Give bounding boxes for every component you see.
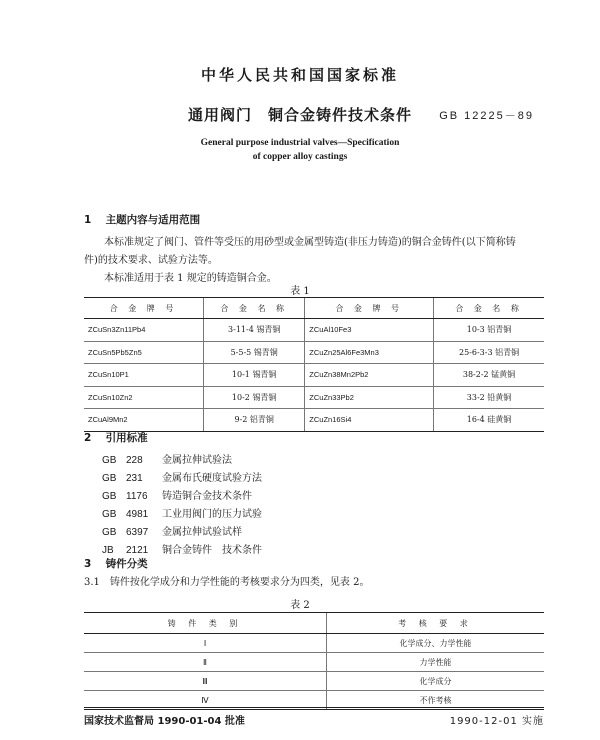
standard-organization: 中华人民共和国国家标准 bbox=[200, 66, 399, 84]
reference-item bbox=[102, 506, 262, 524]
reference-name: 工业用阀门的压力试验 bbox=[162, 509, 262, 520]
document-title: 通用阀门 铜合金铸件技术条件 bbox=[187, 106, 412, 124]
reference-standards-list bbox=[102, 452, 262, 560]
alloy-grade: ZCuSn10P1 bbox=[84, 364, 204, 387]
table-row bbox=[84, 364, 544, 387]
reference-type: GB bbox=[102, 527, 117, 538]
table-header-cell: 考 核 要 求 bbox=[327, 613, 545, 634]
section-1-heading bbox=[84, 212, 200, 227]
section-1-title: 主题内容与适用范围 bbox=[105, 214, 201, 226]
alloy-grade: ZCuAl9Mn2 bbox=[84, 409, 204, 432]
section-3-title: 铸件分类 bbox=[105, 558, 148, 570]
paragraph-line: 本标准规定了阀门、管件等受压的用砂型或金属型铸造(非压力铸造)的铜合金铸件(以下简称铸 bbox=[104, 237, 516, 248]
inspection-requirement: 力学性能 bbox=[327, 653, 545, 672]
title-row bbox=[0, 104, 600, 128]
paragraph-line: 件)的技术要求、试验方法等。 bbox=[84, 255, 218, 266]
alloy-name: 10-2 锡青铜 bbox=[204, 386, 305, 409]
reference-number: 1176 bbox=[126, 491, 148, 502]
alloy-grade: ZCuZn25Al6Fe3Mn3 bbox=[305, 341, 434, 364]
alloy-name: 16-4 硅黄铜 bbox=[434, 409, 544, 432]
reference-number: 228 bbox=[126, 455, 143, 466]
approval-statement: 国家技术监督局 1990-01-04 批准 bbox=[84, 716, 245, 727]
section-2-number: 2 bbox=[84, 432, 92, 444]
section-2-heading bbox=[84, 430, 148, 445]
alloy-name: 38-2-2 锰黄铜 bbox=[434, 364, 544, 387]
alloy-grade: ZCuZn33Pb2 bbox=[305, 386, 434, 409]
table-header-cell: 合 金 名 称 bbox=[204, 298, 305, 319]
table-1 bbox=[84, 297, 544, 432]
alloy-name: 33-2 铅黄铜 bbox=[434, 386, 544, 409]
alloy-name: 9-2 铝青铜 bbox=[204, 409, 305, 432]
inspection-requirement: 化学成分、力学性能 bbox=[327, 634, 545, 653]
table-row bbox=[84, 319, 544, 342]
section-3-number: 3 bbox=[84, 558, 92, 570]
alloy-name: 10-1 锡青铜 bbox=[204, 364, 305, 387]
reference-item bbox=[102, 488, 262, 506]
table-header-row bbox=[84, 613, 544, 634]
reference-item bbox=[102, 452, 262, 470]
reference-number: 4981 bbox=[126, 509, 149, 520]
alloy-grade: ZCuAl10Fe3 bbox=[305, 319, 434, 342]
table-row bbox=[84, 341, 544, 364]
alloy-grade: ZCuSn10Zn2 bbox=[84, 386, 204, 409]
table-row bbox=[84, 386, 544, 409]
reference-name: 金属拉伸试验法 bbox=[162, 455, 232, 466]
table-row bbox=[84, 672, 544, 691]
reference-type: GB bbox=[102, 473, 117, 484]
alloy-grade: ZCuZn38Mn2Pb2 bbox=[305, 364, 434, 387]
alloy-name: 3-11-4 锡青铜 bbox=[204, 319, 305, 342]
alloy-name: 10-3 铝青铜 bbox=[434, 319, 544, 342]
inspection-requirement: 不作考核 bbox=[327, 691, 545, 710]
casting-category: Ⅰ bbox=[84, 634, 327, 653]
inspection-requirement: 化学成分 bbox=[327, 672, 545, 691]
section-1-number: 1 bbox=[84, 214, 92, 226]
table-header-cell: 合 金 名 称 bbox=[434, 298, 544, 319]
table-2 bbox=[84, 612, 544, 710]
alloy-name: 5-5-5 锡青铜 bbox=[204, 341, 305, 364]
section-1-paragraph bbox=[84, 234, 544, 288]
english-title bbox=[0, 136, 600, 164]
paragraph-line: 本标准适用于表 1 规定的铸造铜合金。 bbox=[104, 273, 277, 284]
reference-item bbox=[102, 524, 262, 542]
alloy-grade: ZCuZn16Si4 bbox=[305, 409, 434, 432]
footer-divider bbox=[84, 707, 544, 708]
section-3-paragraph: 3.1 铸件按化学成分和力学性能的考核要求分为四类，见表 2。 bbox=[84, 577, 370, 588]
reference-name: 金属拉伸试验试样 bbox=[162, 527, 242, 538]
table-1-caption: 表 1 bbox=[290, 286, 310, 297]
reference-item bbox=[102, 470, 262, 488]
reference-number: 2121 bbox=[126, 545, 149, 556]
english-title-line-1: General purpose industrial valves—Specification bbox=[200, 138, 400, 148]
reference-number: 6397 bbox=[126, 527, 149, 538]
reference-type: GB bbox=[102, 455, 117, 466]
table-header-cell: 合 金 牌 号 bbox=[84, 298, 204, 319]
alloy-name: 25-6-3-3 铝青铜 bbox=[434, 341, 544, 364]
casting-category: Ⅳ bbox=[84, 691, 327, 710]
table-row bbox=[84, 653, 544, 672]
english-title-line-2: of copper alloy castings bbox=[252, 152, 348, 162]
implementation-date: 1990-12-01 实施 bbox=[449, 716, 544, 727]
alloy-grade: ZCuSn3Zn11Pb4 bbox=[84, 319, 204, 342]
reference-type: JB bbox=[102, 545, 114, 556]
table-row bbox=[84, 409, 544, 432]
reference-number: 231 bbox=[126, 473, 143, 484]
standard-code: GB 12225－89 bbox=[439, 110, 534, 122]
table-header-row bbox=[84, 298, 544, 319]
table-header-cell: 铸 件 类 别 bbox=[84, 613, 327, 634]
alloy-grade: ZCuSn5Pb5Zn5 bbox=[84, 341, 204, 364]
table-header-cell: 合 金 牌 号 bbox=[305, 298, 434, 319]
reference-name: 铸造铜合金技术条件 bbox=[162, 491, 252, 502]
casting-category: Ⅲ bbox=[84, 672, 327, 691]
reference-type: GB bbox=[102, 509, 117, 520]
table-2-caption: 表 2 bbox=[290, 600, 310, 611]
section-2-title: 引用标准 bbox=[105, 432, 148, 444]
reference-type: GB bbox=[102, 491, 117, 502]
table-row bbox=[84, 634, 544, 653]
casting-category: Ⅱ bbox=[84, 653, 327, 672]
section-3-heading bbox=[84, 556, 148, 571]
reference-name: 铜合金铸件 技术条件 bbox=[162, 545, 262, 556]
reference-name: 金属布氏硬度试验方法 bbox=[162, 473, 262, 484]
